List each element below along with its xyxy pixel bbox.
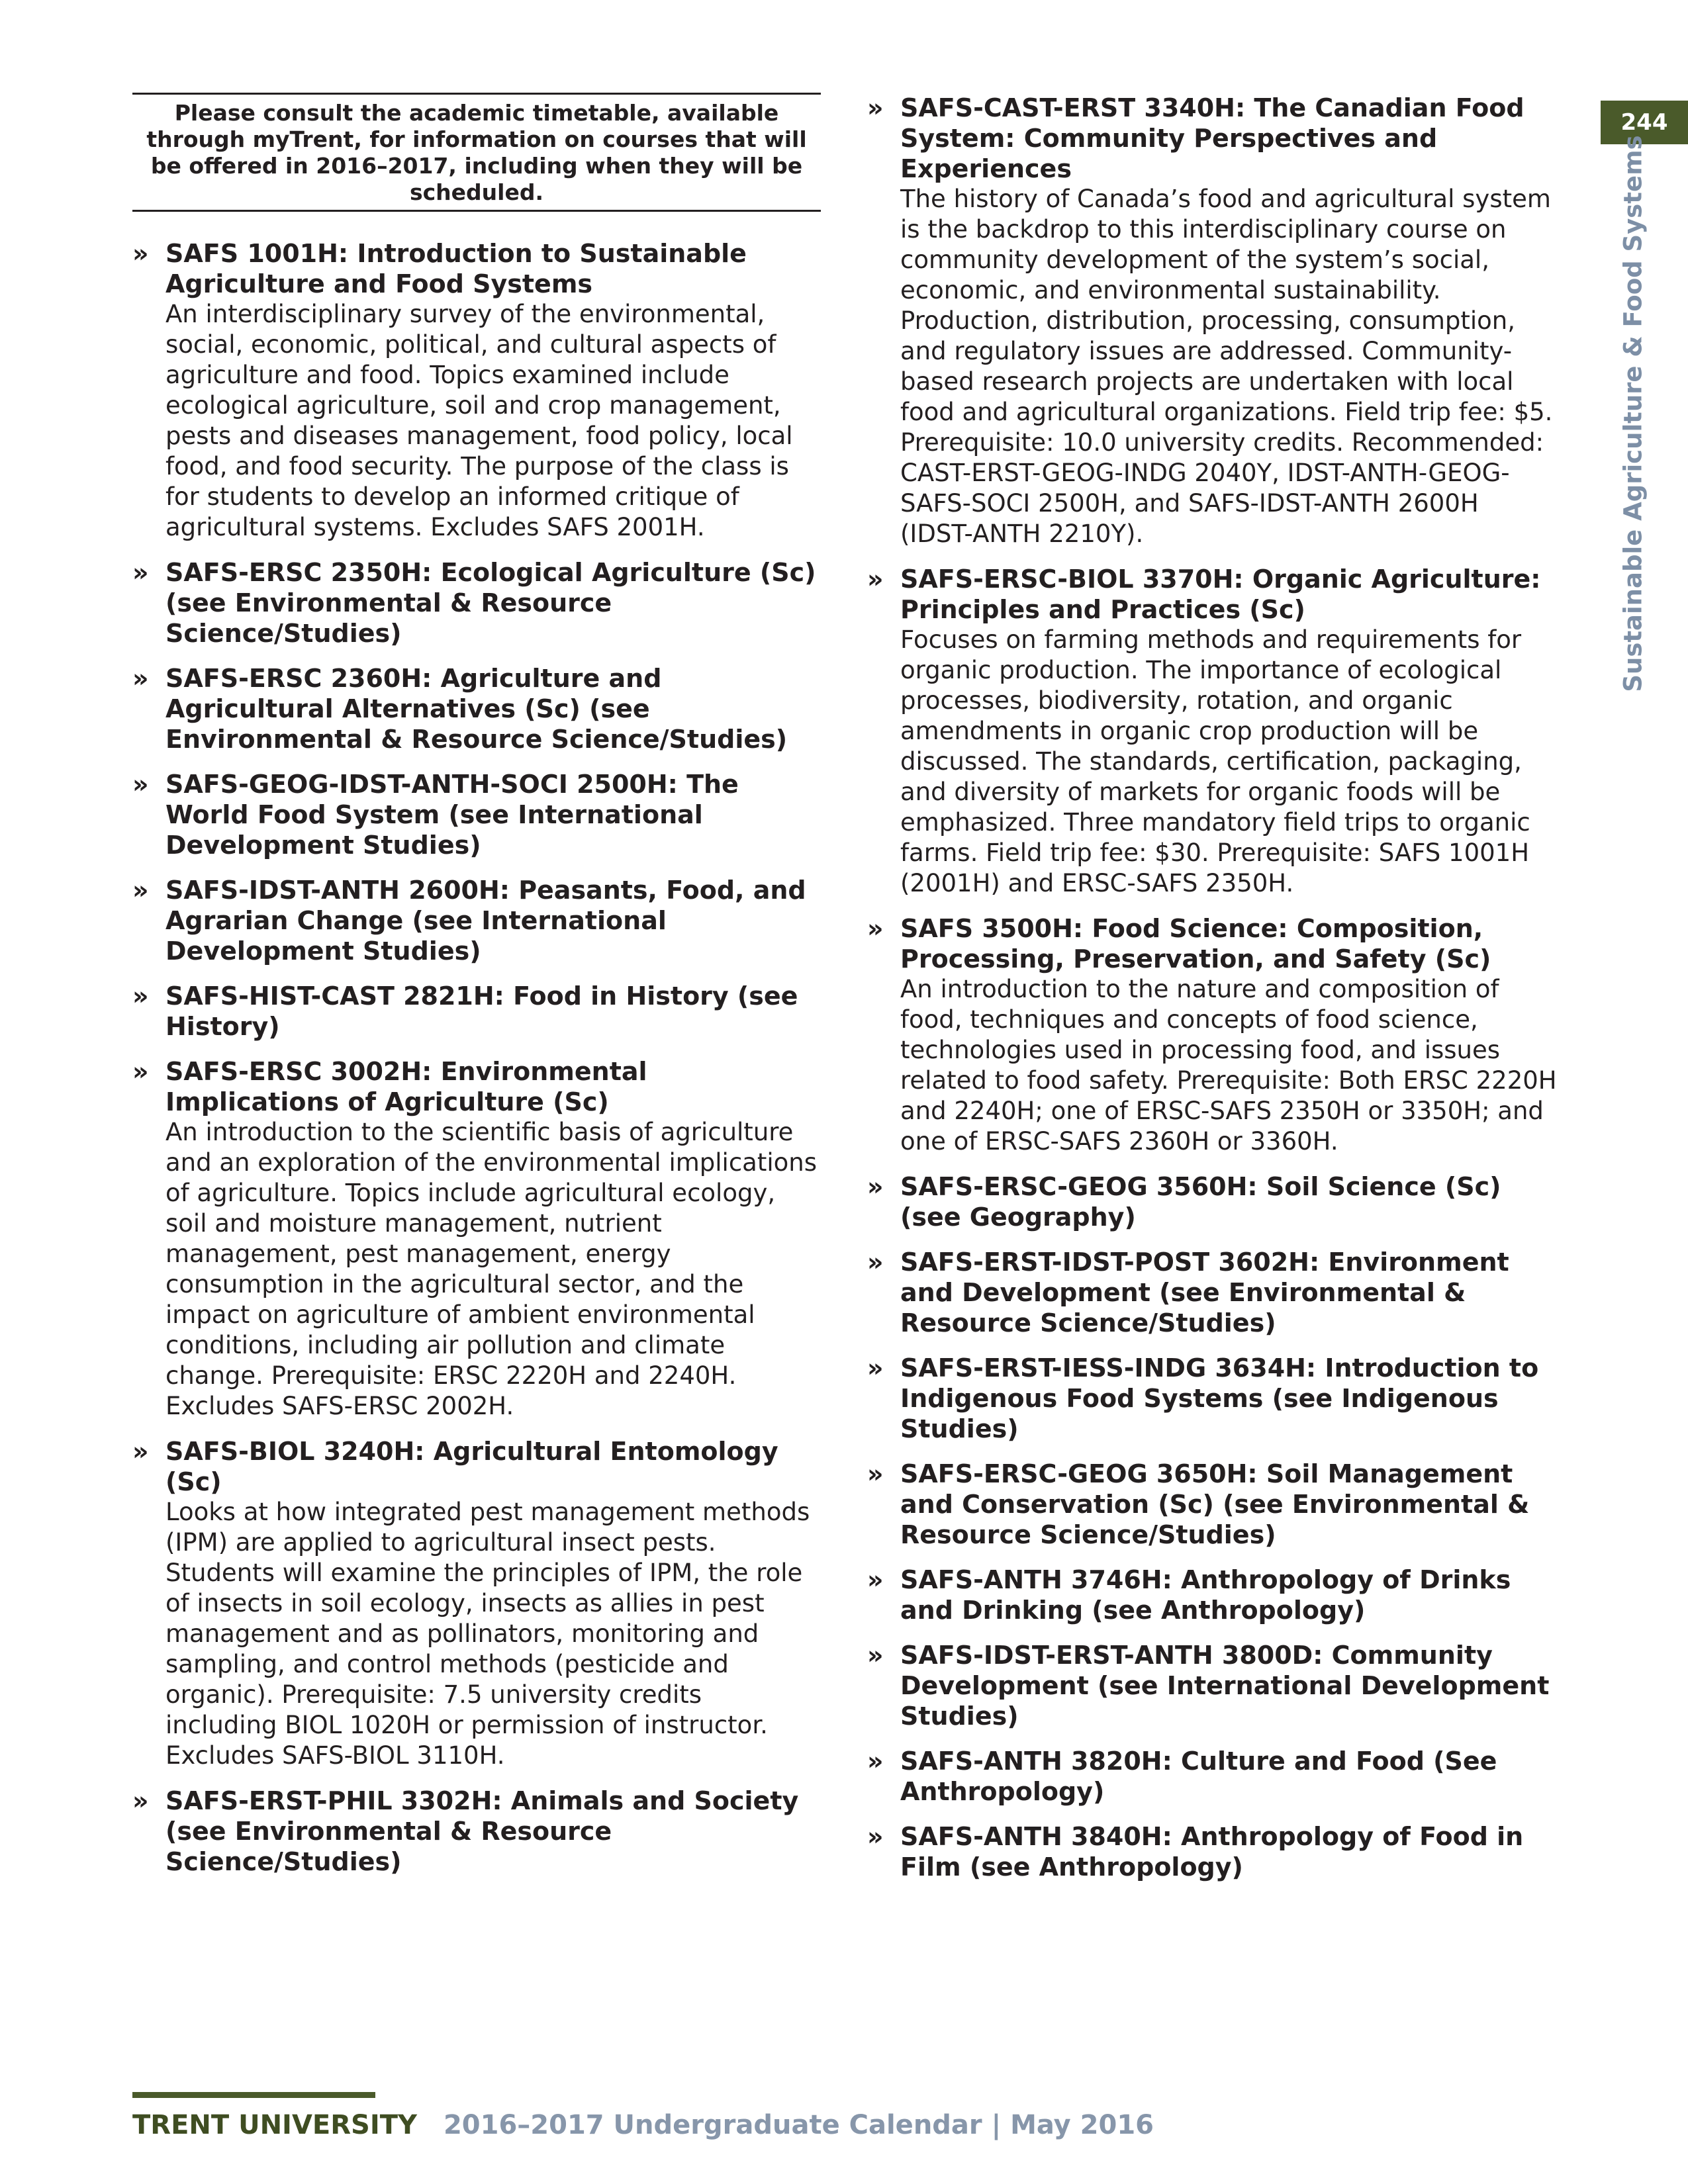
- course-title: SAFS-ERSC-BIOL 3370H: Organic Agriculture: Principles and Practices (Sc): [900, 565, 1541, 624]
- course-description: An introduction to the scientific basis of agriculture and an exploration of the environmental implications of agriculture. Topics include agricultural ecology, soil and moisture management, nutrient management, pest management, energy consumption in the agricultural sector, and the impact on agriculture of ambient environmental conditions, including air pollution and climate change. Prerequisite: ERSC 2220H and 2240H. Excludes SAFS-ERSC 2002H.: [165, 1118, 817, 1420]
- footer-rule: [132, 2092, 375, 2098]
- course-entry: [867, 1459, 1559, 1550]
- course-entry: [132, 1786, 821, 1877]
- course-entry: [132, 238, 821, 543]
- footer-org: TRENT UNIVERSITY: [132, 2110, 417, 2140]
- course-title: SAFS-ERST-IDST-POST 3602H: Environment and Development (see Environmental & Resource Science/Studies): [900, 1248, 1509, 1338]
- course-title: SAFS 3500H: Food Science: Composition, Processing, Preservation, and Safety (Sc): [900, 914, 1491, 974]
- bullet-marker: »: [132, 1786, 149, 1815]
- course-entry: [132, 557, 821, 649]
- bullet-marker: »: [867, 914, 884, 943]
- course-title: SAFS-ERSC-GEOG 3650H: Soil Management and Conservation (Sc) (see Environmental & Resource Science/Studies): [900, 1459, 1530, 1549]
- course-entry: [867, 564, 1559, 899]
- course-entry: [867, 93, 1559, 549]
- bullet-marker: »: [867, 1641, 884, 1670]
- bullet-marker: »: [867, 1172, 884, 1201]
- bullet-marker: »: [867, 1353, 884, 1383]
- bullet-marker: »: [867, 1459, 884, 1488]
- course-title: SAFS-ANTH 3746H: Anthropology of Drinks and Drinking (see Anthropology): [900, 1565, 1511, 1625]
- bullet-marker: »: [867, 1747, 884, 1776]
- bullet-marker: »: [867, 93, 884, 122]
- course-title: SAFS 1001H: Introduction to Sustainable Agriculture and Food Systems: [165, 239, 747, 298]
- course-description: An introduction to the nature and composition of food, techniques and concepts of food science, technologies used in processing food, and issues related to food safety. Prerequisite: Both ERSC 2220H and 2240H; one of ERSC-SAFS 2350H or 3350H; and one of ERSC-SAFS 2360H or 3360H.: [900, 975, 1557, 1156]
- bullet-marker: »: [132, 239, 149, 268]
- bullet-marker: »: [867, 1248, 884, 1277]
- course-title: SAFS-HIST-CAST 2821H: Food in History (see History): [165, 981, 798, 1041]
- course-title: SAFS-ANTH 3840H: Anthropology of Food in Film (see Anthropology): [900, 1822, 1524, 1882]
- course-entry: [132, 981, 821, 1042]
- course-entry: [867, 1565, 1559, 1625]
- course-title: SAFS-GEOG-IDST-ANTH-SOCI 2500H: The World Food System (see International Development Studies): [165, 770, 739, 860]
- course-entry: [867, 913, 1559, 1157]
- bullet-marker: »: [132, 1057, 149, 1086]
- left-column: [132, 93, 821, 1891]
- course-title: SAFS-ANTH 3820H: Culture and Food (See Anthropology): [900, 1747, 1497, 1806]
- page-footer: [132, 2110, 1154, 2140]
- course-entry: [867, 1640, 1559, 1731]
- course-entry: [132, 663, 821, 754]
- course-entry: [132, 1436, 821, 1771]
- course-entry: [132, 1056, 821, 1422]
- course-description: An interdisciplinary survey of the environmental, social, economic, political, and cultural aspects of agriculture and food. Topics examined include ecological agriculture, soil and crop management, pests and diseases management, food policy, local food, and food security. The purpose of the class is for students to develop an informed critique of agricultural systems. Excludes SAFS 2001H.: [165, 300, 793, 541]
- bullet-marker: »: [867, 1565, 884, 1594]
- course-title: SAFS-ERSC 3002H: Environmental Implications of Agriculture (Sc): [165, 1057, 647, 1116]
- course-title: SAFS-ERSC 2350H: Ecological Agriculture (Sc) (see Environmental & Resource Science/Studies): [165, 558, 816, 648]
- course-title: SAFS-ERSC 2360H: Agriculture and Agricultural Alternatives (Sc) (see Environmental & Resource Science/Studies): [165, 664, 788, 754]
- bullet-marker: »: [867, 1822, 884, 1851]
- course-title: SAFS-IDST-ANTH 2600H: Peasants, Food, and Agrarian Change (see International Development Studies): [165, 876, 806, 966]
- bullet-marker: »: [132, 664, 149, 693]
- course-entry: [867, 1171, 1559, 1232]
- course-title: SAFS-ERSC-GEOG 3560H: Soil Science (Sc) (see Geography): [900, 1172, 1501, 1232]
- course-entry: [867, 1353, 1559, 1444]
- bullet-marker: »: [132, 876, 149, 905]
- right-column: [867, 93, 1559, 1897]
- course-entry: [867, 1821, 1559, 1882]
- bullet-marker: »: [867, 565, 884, 594]
- course-description: The history of Canada’s food and agricultural system is the backdrop to this interdisciplinary course on community development of the system’s social, economic, and environmental sustainability. Production, distribution, processing, consumption, and regulatory issues are addressed. Community-based research projects are undertaken with local food and agricultural organizations. Field trip fee: $5. Prerequisite: 10.0 university credits. Recommended: CAST-ERST-GEOG-INDG 2040Y, IDST-ANTH-GEOG-SAFS-SOCI 2500H, and SAFS-IDST-ANTH 2600H (IDST-ANTH 2210Y).: [900, 185, 1553, 548]
- bullet-marker: »: [132, 770, 149, 799]
- course-title: SAFS-IDST-ERST-ANTH 3800D: Community Development (see International Development Studies): [900, 1641, 1550, 1731]
- course-title: SAFS-ERST-IESS-INDG 3634H: Introduction to Indigenous Food Systems (see Indigenous Studies): [900, 1353, 1539, 1443]
- footer-calendar: 2016–2017 Undergraduate Calendar | May 2016: [443, 2110, 1154, 2140]
- course-title: SAFS-ERST-PHIL 3302H: Animals and Society (see Environmental & Resource Science/Studies): [165, 1786, 799, 1876]
- course-title: SAFS-BIOL 3240H: Agricultural Entomology (Sc): [165, 1437, 778, 1496]
- section-side-title: Sustainable Agriculture & Food Systems: [1618, 135, 1648, 692]
- bullet-marker: »: [132, 981, 149, 1011]
- course-title: SAFS-CAST-ERST 3340H: The Canadian Food System: Community Perspectives and Experiences: [900, 93, 1524, 183]
- course-entry: [867, 1746, 1559, 1807]
- page-number-tab: 244: [1601, 101, 1688, 144]
- timetable-notice: Please consult the academic timetable, available through myTrent, for information on courses that will be offered in 2016–2017, including when they will be scheduled.: [132, 93, 821, 212]
- course-description: Looks at how integrated pest management methods (IPM) are applied to agricultural insect pests. Students will examine the principles of IPM, the role of insects in soil ecology, insects as allies in pest management and as pollinators, monitoring and sampling, and control methods (pesticide and organic). Prerequisite: 7.5 university credits including BIOL 1020H or permission of instructor. Excludes SAFS-BIOL 3110H.: [165, 1498, 810, 1770]
- course-entry: [132, 875, 821, 966]
- bullet-marker: »: [132, 558, 149, 587]
- bullet-marker: »: [132, 1437, 149, 1466]
- course-description: Focuses on farming methods and requirements for organic production. The importance of ecological processes, biodiversity, rotation, and organic amendments in organic crop production will be discussed. The standards, certification, packaging, and diversity of markets for organic foods will be emphasized. Three mandatory field trips to organic farms. Field trip fee: $30. Prerequisite: SAFS 1001H (2001H) and ERSC-SAFS 2350H.: [900, 625, 1530, 897]
- course-entry: [867, 1247, 1559, 1338]
- course-entry: [132, 769, 821, 860]
